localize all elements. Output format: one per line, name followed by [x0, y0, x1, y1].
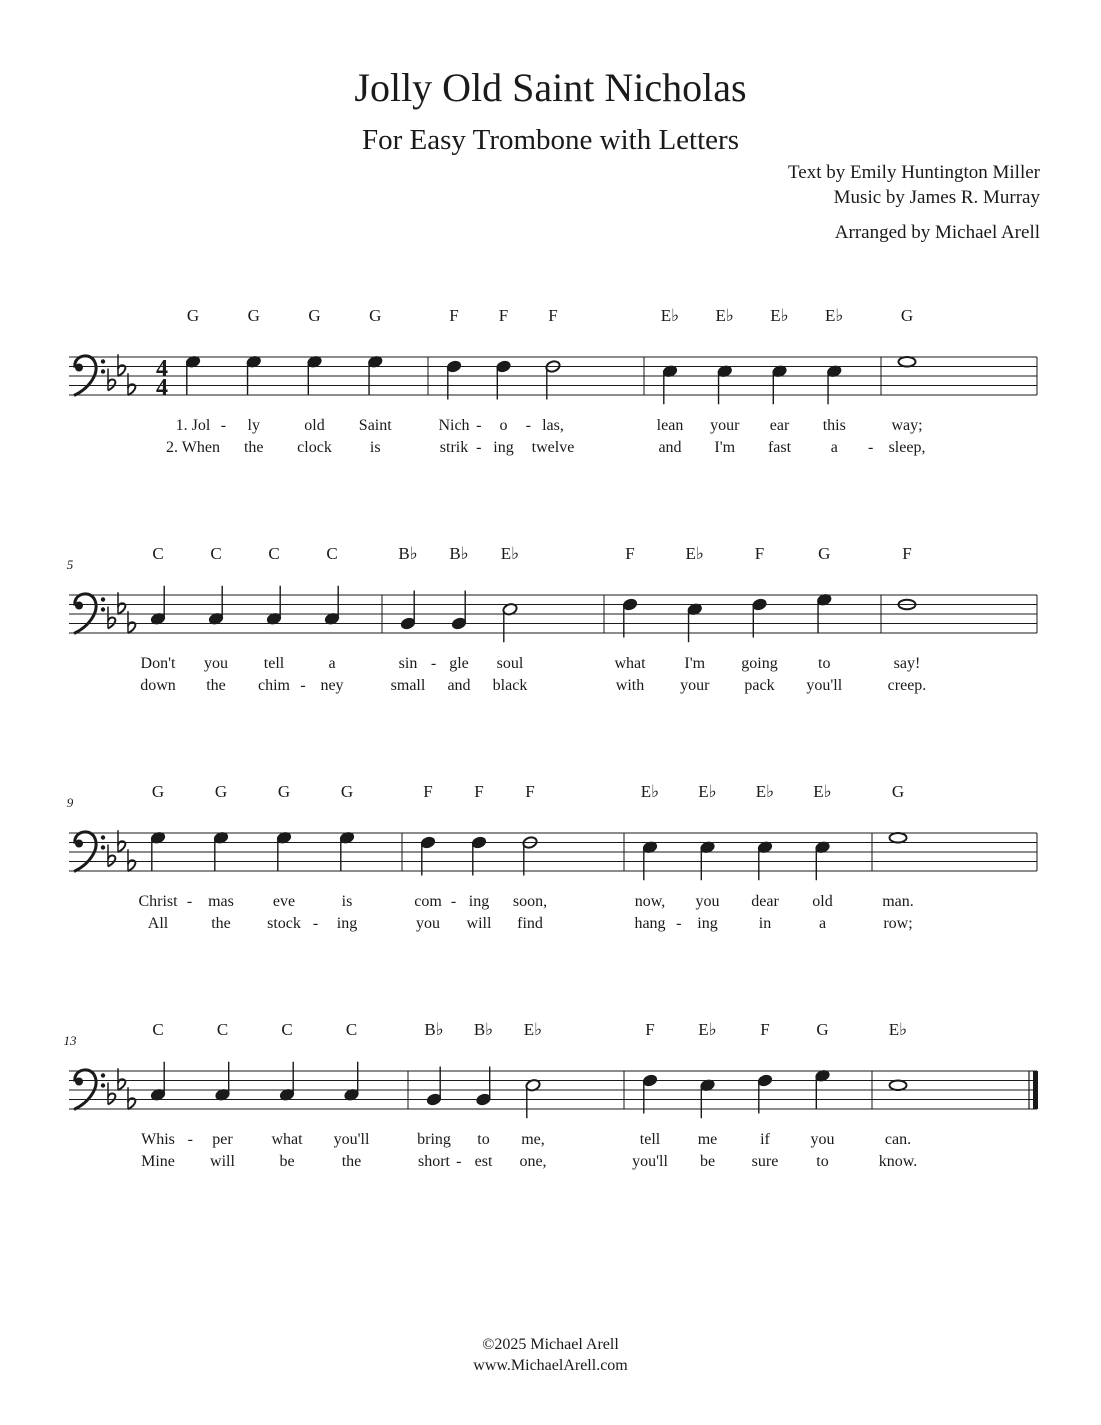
lyric-verse-2: stock: [267, 915, 301, 932]
note-letter: E♭: [698, 1020, 717, 1039]
lyric-verse-2: will: [466, 915, 492, 932]
lyric-verse-2: row;: [883, 915, 913, 932]
lyric-verse-2: with: [615, 677, 645, 694]
note-letter: G: [818, 544, 831, 563]
lyric-verse-1: going: [741, 655, 778, 672]
lyric-verse-2: a: [818, 915, 827, 932]
lyric-verse-2: est: [474, 1153, 493, 1170]
arranger-credit: Arranged by Michael Arell: [834, 222, 1040, 243]
lyric-hyphen: -: [430, 655, 437, 672]
note-letter: G: [308, 306, 321, 325]
lyric-verse-2: creep.: [887, 677, 927, 694]
lyric-verse-2: you: [416, 915, 440, 932]
note-letter: C: [345, 1020, 358, 1039]
page-subtitle: For Easy Trombone with Letters: [362, 124, 739, 156]
lyric-verse-2: hang: [634, 915, 666, 932]
lyric-verse-1: dear: [751, 893, 779, 910]
lyric-verse-1: way;: [891, 417, 923, 434]
music-credit: Music by James R. Murray: [833, 187, 1040, 208]
note-letter: F: [423, 782, 433, 801]
lyric-verse-2: you'll: [806, 677, 843, 694]
measure-number: 9: [66, 795, 74, 810]
note-letter: E♭: [685, 544, 704, 563]
lyric-verse-1: tell: [263, 655, 285, 672]
lyric-hyphen: -: [312, 915, 319, 932]
lyric-verse-2: the: [243, 439, 264, 456]
lyric-hyphen: -: [676, 915, 682, 932]
note-letter: B♭: [449, 544, 469, 563]
lyric-verse-2: fast: [767, 439, 792, 456]
note-letter: C: [268, 544, 280, 563]
note-letter: E♭: [640, 782, 660, 801]
lyric-verse-2: know.: [878, 1153, 918, 1170]
lyric-verse-1: sin: [398, 655, 418, 672]
bass-clef-dot: [101, 359, 105, 363]
lyric-verse-1: o: [499, 417, 508, 434]
lyric-hyphen: -: [300, 677, 306, 694]
lyric-verse-1: Christ: [138, 893, 178, 910]
lyric-verse-1: Don't: [140, 655, 176, 672]
lyric-verse-2: down: [140, 677, 176, 694]
note-letter: F: [645, 1020, 655, 1039]
note-letter: G: [816, 1020, 829, 1039]
page-title: Jolly Old Saint Nicholas: [354, 65, 747, 110]
lyric-hyphen: -: [186, 893, 193, 910]
lyric-verse-1: bring: [417, 1131, 451, 1148]
note-letter: F: [902, 544, 912, 563]
lyric-verse-1: Saint: [358, 417, 392, 434]
note-head: [890, 833, 907, 843]
bass-clef-dot: [101, 835, 105, 839]
note-letter: F: [625, 544, 635, 563]
note-letter: F: [449, 306, 459, 325]
lyric-verse-2: sleep,: [888, 439, 926, 456]
lyric-verse-1: man.: [882, 893, 914, 910]
lyric-verse-1: you: [695, 893, 720, 910]
lyric-verse-2: one,: [519, 1153, 547, 1170]
lyric-hyphen: -: [476, 417, 482, 434]
lyric-verse-1: you'll: [333, 1131, 370, 1148]
lyric-verse-2: ing: [493, 439, 514, 456]
lyric-verse-2: I'm: [714, 439, 736, 456]
bass-clef-dot: [75, 364, 83, 372]
time-signature-bottom: 4: [156, 375, 168, 401]
note-letter: E♭: [755, 782, 775, 801]
note-letter: C: [281, 1020, 293, 1039]
lyric-verse-2: and: [658, 439, 682, 456]
note-letter: E♭: [770, 306, 789, 325]
lyric-verse-1: 1. Jol: [175, 417, 211, 434]
lyric-verse-1: ly: [247, 417, 260, 434]
lyric-verse-1: eve: [272, 893, 296, 910]
lyric-verse-1: this: [822, 417, 846, 434]
note-letter: F: [754, 544, 765, 563]
lyric-verse-2: to: [816, 1153, 829, 1170]
lyric-verse-1: if: [760, 1131, 770, 1148]
lyric-verse-2: ing: [336, 915, 358, 932]
note-letter: E♭: [715, 306, 734, 325]
bass-clef-dot: [101, 1083, 105, 1087]
lyric-verse-1: me: [697, 1131, 718, 1148]
lyric-verse-1: what: [614, 655, 646, 672]
measure-number: 13: [63, 1033, 77, 1048]
lyric-hyphen: -: [456, 1153, 462, 1170]
lyric-verse-1: to: [818, 655, 831, 672]
lyric-verse-2: you'll: [632, 1153, 668, 1170]
lyric-verse-1: tell: [639, 1131, 661, 1148]
bass-clef-dot: [75, 1078, 83, 1086]
note-letter: G: [340, 782, 354, 801]
lyric-verse-2: chim: [258, 677, 290, 694]
lyric-verse-2: find: [517, 915, 543, 932]
note-letter: B♭: [473, 1020, 494, 1039]
lyric-verse-1: old: [304, 417, 325, 434]
time-signature-top: 4: [156, 356, 168, 382]
lyric-verse-2: is: [369, 439, 381, 456]
website: www.MichaelArell.com: [473, 1357, 628, 1374]
lyric-verse-2: be: [699, 1153, 716, 1170]
lyric-verse-2: will: [210, 1153, 235, 1170]
note-letter: F: [760, 1020, 770, 1039]
lyric-verse-2: your: [680, 677, 710, 694]
lyric-verse-2: black: [492, 677, 528, 694]
lyric-verse-2: in: [758, 915, 772, 932]
note-letter: C: [326, 544, 338, 563]
lyric-verse-2: Mine: [141, 1153, 175, 1170]
bass-clef-dot: [101, 369, 105, 373]
note-letter: G: [151, 782, 165, 801]
lyric-verse-1: lean: [656, 417, 684, 434]
lyric-verse-2: small: [390, 677, 426, 694]
lyric-verse-1: mas: [208, 893, 234, 910]
lyric-verse-2: sure: [751, 1153, 779, 1170]
note-letter: E♭: [523, 1020, 543, 1039]
note-letter: E♭: [825, 306, 844, 325]
lyric-verse-2: short: [418, 1153, 450, 1170]
bass-clef-dot: [101, 597, 105, 601]
lyric-verse-2: All: [147, 915, 169, 932]
bass-clef-dot: [101, 845, 105, 849]
lyric-verse-1: I'm: [684, 655, 706, 672]
lyric-hyphen: -: [525, 417, 531, 434]
note-letter: E♭: [698, 782, 717, 801]
lyric-hyphen: -: [187, 1131, 193, 1148]
note-letter: B♭: [424, 1020, 444, 1039]
lyric-verse-1: you: [204, 655, 228, 672]
note-letter: G: [900, 306, 914, 325]
lyric-hyphen: -: [450, 893, 457, 910]
note-letter: G: [247, 306, 260, 325]
note-head: [899, 357, 916, 367]
note-letter: B♭: [398, 544, 418, 563]
lyric-verse-1: per: [212, 1131, 233, 1148]
lyric-verse-1: to: [477, 1131, 490, 1148]
lyric-verse-2: the: [211, 915, 231, 932]
lyric-verse-2: clock: [297, 439, 332, 456]
note-letter: C: [152, 1020, 164, 1039]
lyric-verse-1: now,: [634, 893, 666, 910]
lyric-verse-2: strik: [439, 439, 469, 456]
lyric-verse-1: ear: [769, 417, 790, 434]
note-letter: E♭: [660, 306, 680, 325]
bass-clef-dot: [101, 1073, 105, 1077]
note-letter: G: [214, 782, 228, 801]
note-letter: F: [548, 306, 558, 325]
bass-clef-dot: [75, 602, 83, 610]
note-letter: G: [891, 782, 905, 801]
lyric-verse-1: ing: [468, 893, 490, 910]
lyric-verse-1: your: [710, 417, 740, 434]
lyric-verse-1: you: [810, 1131, 835, 1148]
note-letter: G: [186, 306, 200, 325]
note-letter: E♭: [888, 1020, 908, 1039]
lyric-verse-2: the: [206, 677, 226, 694]
lyric-verse-1: a: [328, 655, 336, 672]
lyric-verse-1: me,: [521, 1131, 545, 1148]
lyric-verse-1: soon,: [512, 893, 548, 910]
lyric-verse-2: ney: [320, 677, 344, 694]
lyric-verse-1: Nich: [438, 417, 470, 434]
lyric-verse-1: say!: [893, 655, 921, 672]
lyric-hyphen: -: [867, 439, 874, 456]
lyric-verse-2: be: [279, 1153, 295, 1170]
lyric-hyphen: -: [220, 417, 227, 434]
note-letter: F: [498, 306, 509, 325]
lyric-verse-2: 2. When: [166, 439, 220, 456]
note-head: [890, 1080, 907, 1090]
lyric-verse-1: what: [271, 1131, 303, 1148]
note-letter: C: [216, 1020, 229, 1039]
copyright: ©2025 Michael Arell: [482, 1336, 619, 1353]
lyric-hyphen: -: [476, 439, 482, 456]
bass-clef-dot: [75, 840, 83, 848]
measure-number: 5: [66, 557, 74, 572]
lyric-verse-1: las,: [542, 417, 564, 434]
lyric-verse-2: and: [447, 677, 471, 694]
note-letter: F: [474, 782, 484, 801]
bass-clef-dot: [101, 607, 105, 611]
lyric-verse-1: can.: [884, 1131, 912, 1148]
note-letter: F: [525, 782, 535, 801]
lyric-verse-1: old: [812, 893, 833, 910]
note-letter: E♭: [813, 782, 832, 801]
lyric-verse-1: soul: [496, 655, 524, 672]
lyric-verse-1: com: [414, 893, 442, 910]
final-barline-thick: [1033, 1071, 1038, 1109]
note-letter: G: [277, 782, 291, 801]
lyric-verse-2: the: [341, 1153, 362, 1170]
lyric-verse-2: twelve: [531, 439, 575, 456]
lyric-verse-2: pack: [744, 677, 775, 694]
text-credit: Text by Emily Huntington Miller: [788, 162, 1040, 183]
note-letter: G: [369, 306, 382, 325]
lyric-verse-1: is: [341, 893, 353, 910]
note-letter: C: [152, 544, 164, 563]
lyric-verse-2: a: [830, 439, 838, 456]
note-letter: E♭: [500, 544, 520, 563]
lyric-verse-2: ing: [697, 915, 718, 932]
lyric-verse-1: gle: [449, 655, 469, 672]
lyric-verse-1: Whis: [141, 1131, 175, 1148]
note-letter: C: [210, 544, 222, 563]
